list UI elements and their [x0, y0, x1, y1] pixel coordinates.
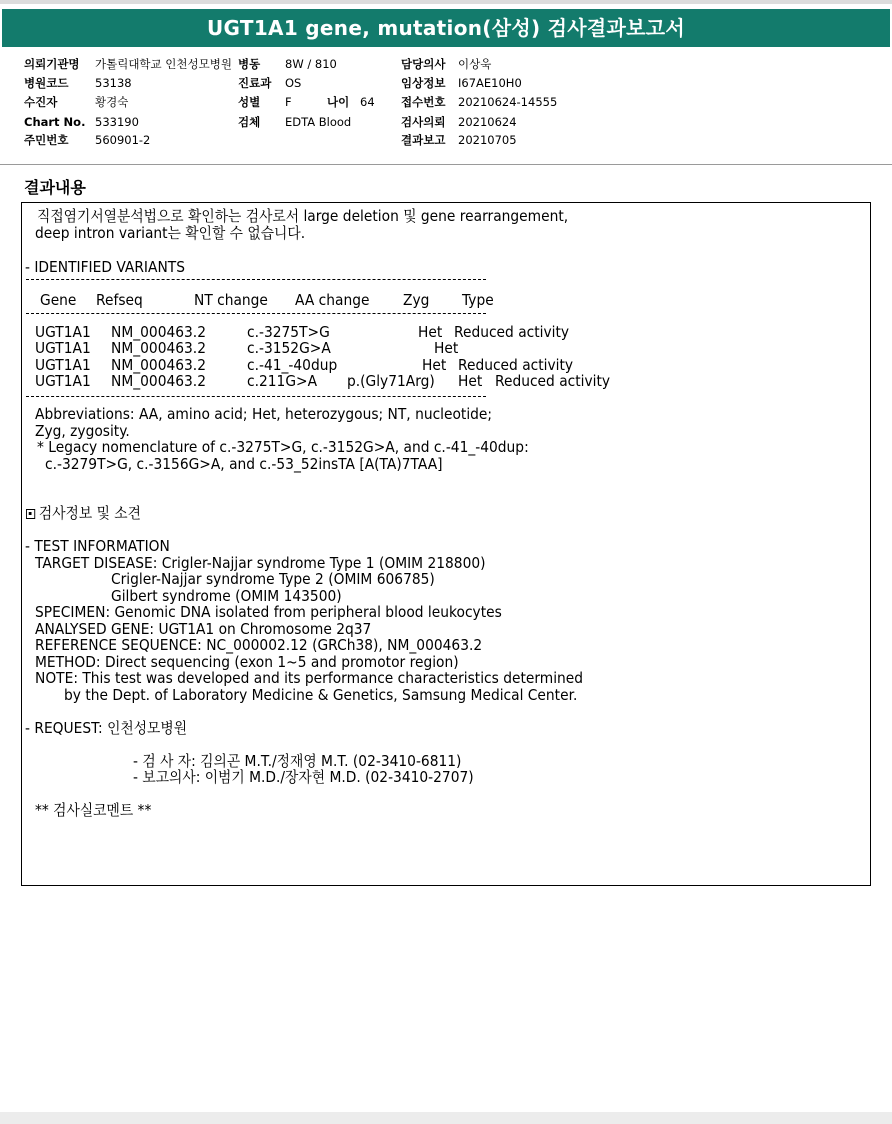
variant-zyg: Het: [418, 323, 443, 341]
target-disease-line-2: Crigler-Najjar syndrome Type 2 (OMIM 606785): [111, 570, 435, 588]
ward-label: 병동: [238, 57, 261, 71]
table-bottom-rule: [26, 396, 486, 397]
report-title: UGT1A1 gene, mutation(삼성) 검사결과보고서: [2, 9, 890, 47]
note-line-2: by the Dept. of Laboratory Medicine & Genetics, Samsung Medical Center.: [64, 686, 578, 704]
bottom-bar: [0, 1112, 892, 1124]
report-date-label: 결과보고: [401, 133, 446, 147]
checkbox-icon: [26, 509, 35, 519]
note-line-1: NOTE: This test was developed and its performance characteristics determined: [35, 669, 584, 687]
col-header-type: Type: [462, 291, 494, 309]
findings-heading: [26, 505, 141, 522]
variant-nt-change: c.-41_-40dup: [247, 356, 338, 374]
specimen-line: SPECIMEN: Genomic DNA isolated from peripheral blood leukocytes: [35, 603, 502, 621]
target-disease-line-1: TARGET DISEASE: Crigler-Najjar syndrome Type 1 (OMIM 218800): [35, 554, 486, 572]
variant-zyg: Het: [458, 372, 483, 390]
request-date-value: 20210624: [458, 115, 517, 129]
institution-value: 가톨릭대학교 인천성모병원: [95, 57, 232, 71]
table-header-rule: [26, 313, 486, 314]
receipt-value: 20210624-14555: [458, 95, 558, 109]
specimen-value: EDTA Blood: [285, 115, 352, 129]
variant-type: Reduced activity: [458, 356, 574, 374]
variant-type: Reduced activity: [495, 372, 611, 390]
variant-zyg: Het: [434, 339, 459, 357]
abbreviations-line-2: Zyg, zygosity.: [35, 422, 130, 440]
specimen-label: 검체: [238, 115, 261, 129]
patient-label: 수진자: [24, 95, 58, 109]
legacy-line-2: c.-3279T>G, c.-3156G>A, and c.-53_52insTA [A(TA)7TAA]: [45, 455, 443, 473]
col-header-refseq: Refseq: [96, 291, 143, 309]
variant-refseq: NM_000463.2: [111, 323, 206, 341]
ward-value: 8W / 810: [285, 57, 337, 71]
doctor-value: 이상욱: [458, 57, 492, 71]
variants-heading: - IDENTIFIED VARIANTS: [25, 258, 185, 276]
patient-value: 황경숙: [95, 95, 129, 109]
resident-no-value: 560901-2: [95, 133, 151, 147]
variant-gene: UGT1A1: [35, 339, 91, 357]
col-header-nt-change: NT change: [194, 291, 268, 309]
col-header-gene: Gene: [40, 291, 77, 309]
col-header-aa-change: AA change: [295, 291, 370, 309]
request-date-label: 검사의뢰: [401, 115, 446, 129]
method-line: METHOD: Direct sequencing (exon 1~5 and promotor region): [35, 653, 459, 671]
dept-label: 진료과: [238, 76, 272, 90]
variant-refseq: NM_000463.2: [111, 356, 206, 374]
sex-label: 성별: [238, 95, 261, 109]
variant-gene: UGT1A1: [35, 356, 91, 374]
age-label: 나이: [327, 95, 350, 109]
table-top-rule: [26, 279, 486, 280]
patient-info-panel: [0, 52, 892, 164]
age-value: 64: [360, 95, 375, 109]
institution-label: 의뢰기관명: [24, 57, 80, 71]
report-date-value: 20210705: [458, 133, 517, 147]
test-info-heading: - TEST INFORMATION: [25, 537, 170, 555]
variant-zyg: Het: [422, 356, 447, 374]
dept-value: OS: [285, 76, 302, 90]
variant-aa-change: p.(Gly71Arg): [347, 372, 435, 390]
hospital-code-value: 53138: [95, 76, 132, 90]
variant-gene: UGT1A1: [35, 372, 91, 390]
examiner-line: - 검 사 자: 김의곤 M.T./정재영 M.T. (02-3410-6811): [133, 752, 462, 770]
findings-heading-text: 검사정보 및 소견: [38, 504, 141, 522]
variant-nt-change: c.-3152G>A: [247, 339, 331, 357]
variant-nt-change: c.211G>A: [247, 372, 318, 390]
results-section-title: 결과내용: [24, 178, 86, 197]
analysed-gene-line: ANALYSED GENE: UGT1A1 on Chromosome 2q37: [35, 620, 372, 638]
top-border: [0, 0, 892, 4]
sex-value: F: [285, 95, 292, 109]
results-box: [21, 202, 871, 886]
variant-refseq: NM_000463.2: [111, 372, 206, 390]
clinical-info-label: 임상정보: [401, 76, 446, 90]
info-separator: [0, 164, 892, 165]
doctor-label: 담당의사: [401, 57, 446, 71]
chart-no-label: Chart No.: [24, 115, 86, 129]
lab-comment-heading: ** 검사실코멘트 **: [35, 801, 152, 819]
variant-refseq: NM_000463.2: [111, 339, 206, 357]
legacy-line-1: * Legacy nomenclature of c.-3275T>G, c.-3152G>A, and c.-41_-40dup:: [37, 438, 529, 456]
intro-line-1: 직접염기서열분석법으로 확인하는 검사로서 large deletion 및 gene rearrangement,: [37, 207, 569, 225]
variant-gene: UGT1A1: [35, 323, 91, 341]
variant-type: Reduced activity: [454, 323, 570, 341]
reporter-line: - 보고의사: 이범기 M.D./장자현 M.D. (02-3410-2707): [133, 768, 474, 786]
chart-no-value: 533190: [95, 115, 139, 129]
hospital-code-label: 병원코드: [24, 76, 69, 90]
intro-line-2: deep intron variant는 확인할 수 없습니다.: [35, 224, 306, 242]
receipt-label: 접수번호: [401, 95, 446, 109]
clinical-info-value: I67AE10H0: [458, 76, 522, 90]
reference-sequence-line: REFERENCE SEQUENCE: NC_000002.12 (GRCh38), NM_000463.2: [35, 636, 483, 654]
col-header-zyg: Zyg: [403, 291, 430, 309]
abbreviations-line-1: Abbreviations: AA, amino acid; Het, heterozygous; NT, nucleotide;: [35, 405, 493, 423]
variant-nt-change: c.-3275T>G: [247, 323, 330, 341]
resident-no-label: 주민번호: [24, 133, 69, 147]
request-line: - REQUEST: 인천성모병원: [25, 719, 188, 737]
target-disease-line-3: Gilbert syndrome (OMIM 143500): [111, 587, 342, 605]
